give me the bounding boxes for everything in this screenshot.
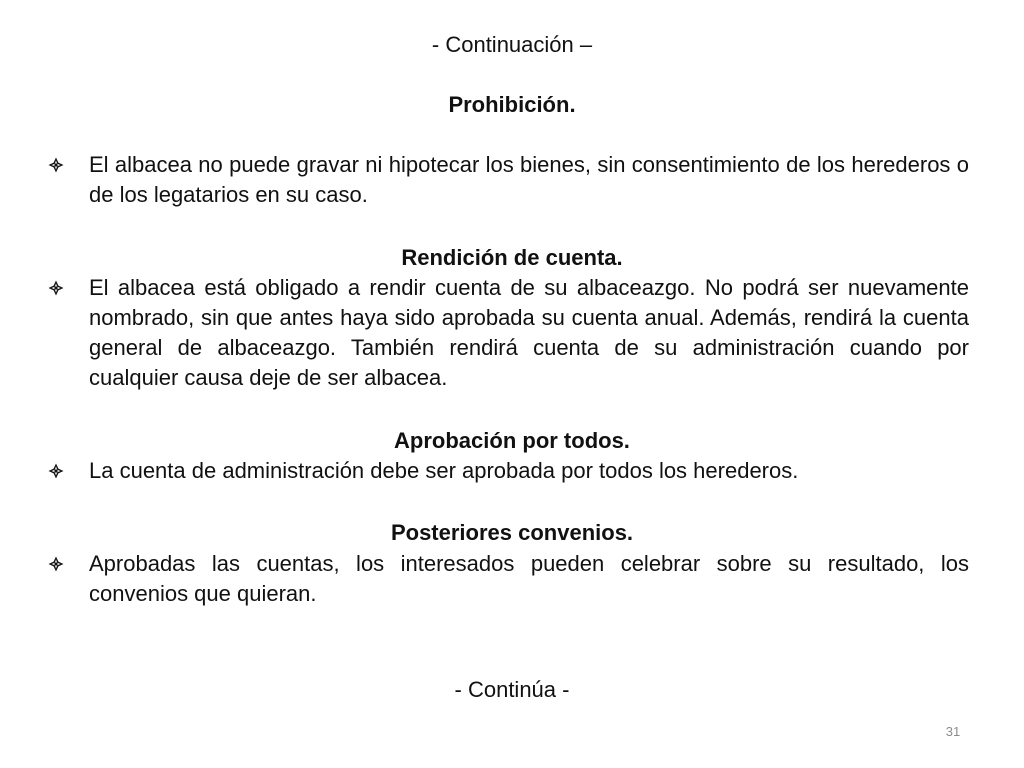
bullet-text-convenios: Aprobadas las cuentas, los interesados pueden celebrar sobre su resultado, los convenios que quieran. xyxy=(89,551,969,606)
diamond-bullet-icon xyxy=(48,157,64,173)
bullet-item-convenios xyxy=(48,549,969,609)
bullet-list-prohibicion xyxy=(48,150,969,210)
diamond-bullet-icon xyxy=(48,463,64,479)
heading-convenios: Posteriores convenios. xyxy=(390,520,634,545)
page-number: 31 xyxy=(945,724,961,739)
bullet-text-rendicion: El albacea está obligado a rendir cuenta de su albaceazgo. No podrá ser nuevamente nombrado, sin que antes haya sido aprobada su cuenta anual. Además, rendirá la cuenta general de albaceazgo. También rendirá cuenta de su administración cuando por cualquier causa deje de ser albacea. xyxy=(89,275,969,390)
bullet-item-aprobacion xyxy=(48,456,969,486)
bullet-list-rendicion xyxy=(48,273,969,393)
bullet-item-prohibicion xyxy=(48,150,969,210)
bullet-item-rendicion xyxy=(48,273,969,393)
bullet-text-aprobacion: La cuenta de administración debe ser aprobada por todos los herederos. xyxy=(89,458,799,483)
bullet-list-aprobacion xyxy=(48,456,969,486)
diamond-bullet-icon xyxy=(48,280,64,296)
heading-aprobacion: Aprobación por todos. xyxy=(394,428,630,453)
continues-footer: - Continúa - xyxy=(454,677,570,702)
diamond-bullet-icon xyxy=(48,556,64,572)
bullet-text-prohibicion: El albacea no puede gravar ni hipotecar los bienes, sin consentimiento de los herederos o de los legatarios en su caso. xyxy=(89,152,969,207)
bullet-list-convenios xyxy=(48,549,969,609)
heading-rendicion: Rendición de cuenta. xyxy=(401,245,623,270)
continuation-header: - Continuación – xyxy=(431,32,593,57)
heading-prohibicion: Prohibición. xyxy=(448,92,576,117)
